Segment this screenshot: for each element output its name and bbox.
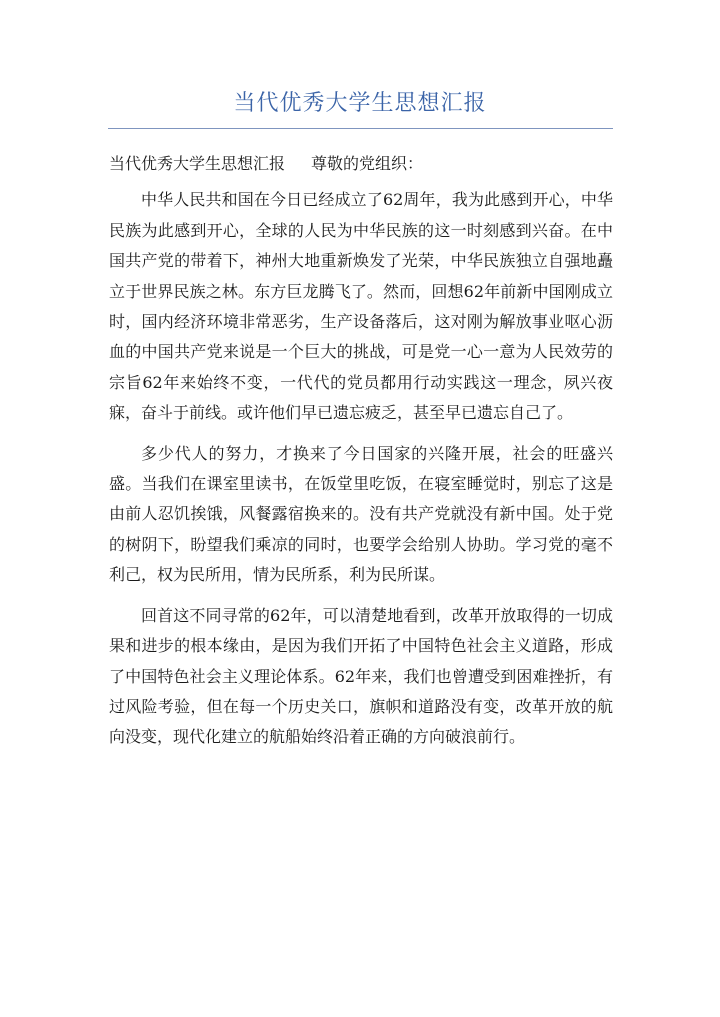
document-body — [109, 149, 613, 763]
intro-line — [109, 149, 613, 179]
intro-heading: 当代优秀大学生思想汇报 — [109, 154, 286, 173]
paragraph-2: 多少代人的努力，才换来了今日国家的兴隆开展，社会的旺盛兴盛。当我们在课室里读书，在饭堂里吃饭，在寝室睡觉时，别忘了这是由前人忍饥挨饿，风餐露宿换来的。没有共产党就没有新中国。处于党的树阴下，盼望我们乘凉的同时，也要学会给别人协助。学习党的毫不利己，权为民所用，情为民所系，利为民所谋。 — [109, 443, 613, 585]
paragraph-1: 中华人民共和国在今日已经成立了62周年，我为此感到开心，中华民族为此感到开心，全球的人民为中华民族的这一时刻感到兴奋。在中国共产党的带着下，神州大地重新焕发了光荣，中华民族独立自强地矗立于世界民族之林。东方巨龙腾飞了。然而，回想62年前新中国刚成立时，国内经济环境非常恶劣，生产设备落后，这对刚为解放事业呕心沥血的中国共产党来说是一个巨大的挑战，可是党一心一意为人民效劳的宗旨62年来始终不变，一代代的党员都用行动实践这一理念，夙兴夜寐，奋斗于前线。或许他们早已遗忘疲乏，甚至早已遗忘自己了。 — [109, 190, 613, 423]
title-divider — [108, 128, 613, 129]
paragraph-3: 回首这不同寻常的62年，可以清楚地看到，改革开放取得的一切成果和进步的根本缘由，是因为我们开拓了中国特色社会主义道路，形成了中国特色社会主义理论体系。62年来，我们也曾遭受到困难挫折，有过风险考验，但在每一个历史关口，旗帜和道路没有变，改革开放的航向没变，现代化建立的航船始终沿着正确的方向破浪前行。 — [109, 605, 613, 747]
greeting: 尊敬的党组织： — [311, 154, 424, 173]
document-title: 当代优秀大学生思想汇报 — [233, 91, 487, 116]
